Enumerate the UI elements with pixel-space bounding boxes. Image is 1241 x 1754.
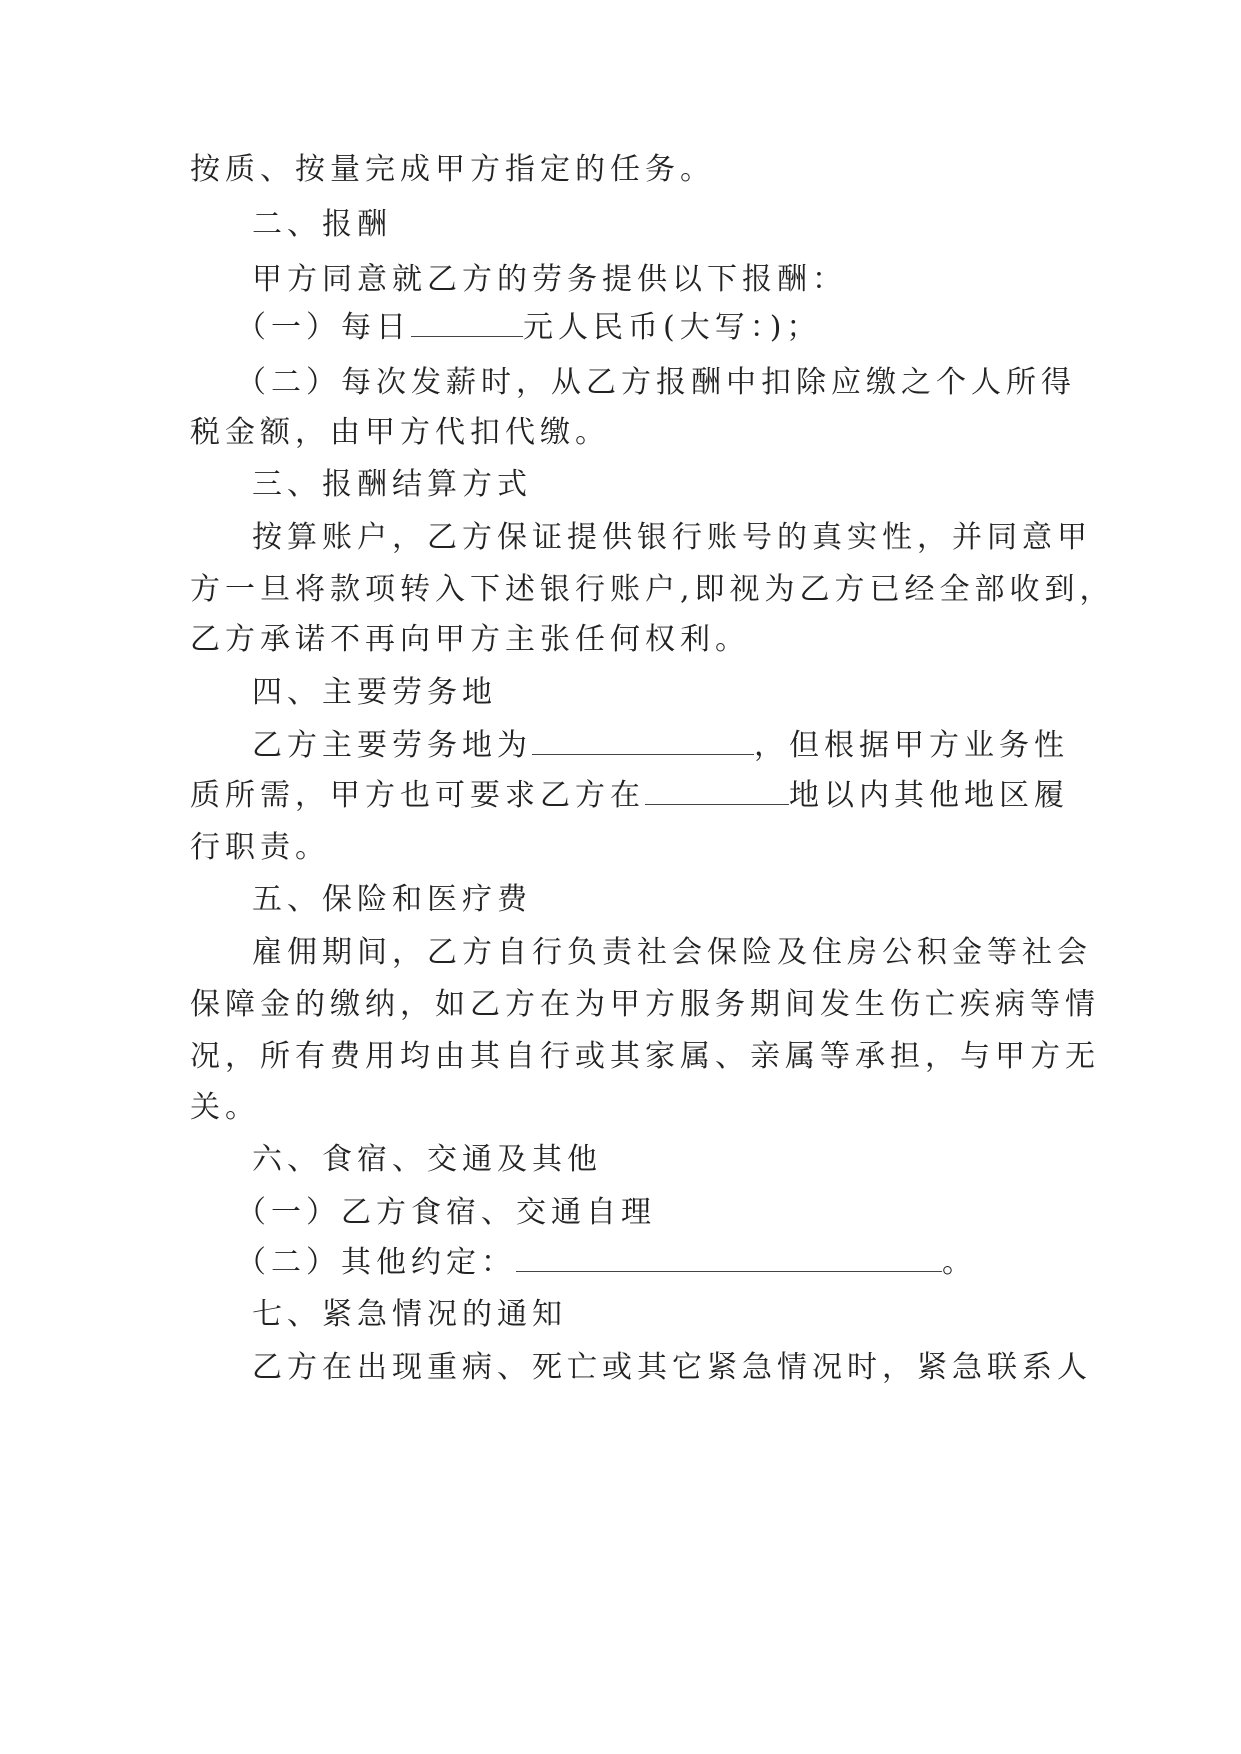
section-heading-insurance [252,870,532,930]
paragraph-line [190,975,1100,1035]
text: （二）其他约定： [236,1245,516,1280]
fill-blank-daily-amount [411,314,523,337]
paragraph-line [190,610,750,670]
section-heading-lodging-transport [252,1130,602,1190]
section-heading-work-location [252,663,497,723]
section-heading-compensation [252,195,392,255]
text: 按算账户，乙方保证提供银行账号的真实性，并同意甲 [252,520,1092,555]
text: 方一旦将款项转入下述银行账户,即视为乙方已经全部收到， [190,572,1115,607]
text: 质所需，甲方也可要求乙方在 [190,778,645,813]
paragraph-line [190,818,330,878]
text: 元人民币(大写：)； [523,310,822,345]
text: 地以内其他地区履 [789,778,1069,813]
text: 乙方承诺不再向甲方主张任何权利。 [190,622,750,657]
text: 况，所有费用均由其自行或其家属、亲属等承担，与甲方无 [190,1039,1100,1074]
paragraph-line [252,923,1092,983]
text: 。 [942,1245,977,1280]
section-heading-emergency [252,1285,567,1345]
text: 乙方在出现重病、死亡或其它紧急情况时，紧急联系人 [252,1350,1092,1385]
heading-text: 五、保险和医疗费 [252,882,532,917]
fill-blank-other-agreement [516,1249,942,1272]
paragraph-line [252,508,1092,568]
clause-daily-pay [236,298,821,358]
clause-other-region [190,766,1069,826]
heading-text: 二、报酬 [252,207,392,242]
text: （一）乙方食宿、交通自理 [236,1195,656,1230]
text: 税金额，由甲方代扣代缴。 [190,415,610,450]
fill-blank-work-location [532,732,754,755]
heading-text: 三、报酬结算方式 [252,467,532,502]
clause-other-agreement [236,1233,977,1293]
text: 甲方同意就乙方的劳务提供以下报酬： [252,262,847,297]
paragraph-line [190,1027,1100,1087]
paragraph-line [252,1338,1092,1398]
heading-text: 六、食宿、交通及其他 [252,1142,602,1177]
text: 按质、按量完成甲方指定的任务。 [190,152,715,187]
text: （二）每次发薪时，从乙方报酬中扣除应缴之个人所得 [236,365,1076,400]
text: 行职责。 [190,830,330,865]
text: （一）每日 [236,310,411,345]
text: 保障金的缴纳，如乙方在为甲方服务期间发生伤亡疾病等情 [190,987,1100,1022]
paragraph-line [190,140,715,200]
heading-text: 四、主要劳务地 [252,675,497,710]
heading-text: 七、紧急情况的通知 [252,1297,567,1332]
text: 雇佣期间，乙方自行负责社会保险及住房公积金等社会 [252,935,1092,970]
section-heading-settlement [252,455,532,515]
text: 乙方主要劳务地为 [252,728,532,763]
paragraph-line [190,1078,260,1138]
paragraph-line [190,403,610,463]
fill-blank-region [645,782,789,805]
text: 关。 [190,1090,260,1125]
text: ，但根据甲方业务性 [754,728,1069,763]
